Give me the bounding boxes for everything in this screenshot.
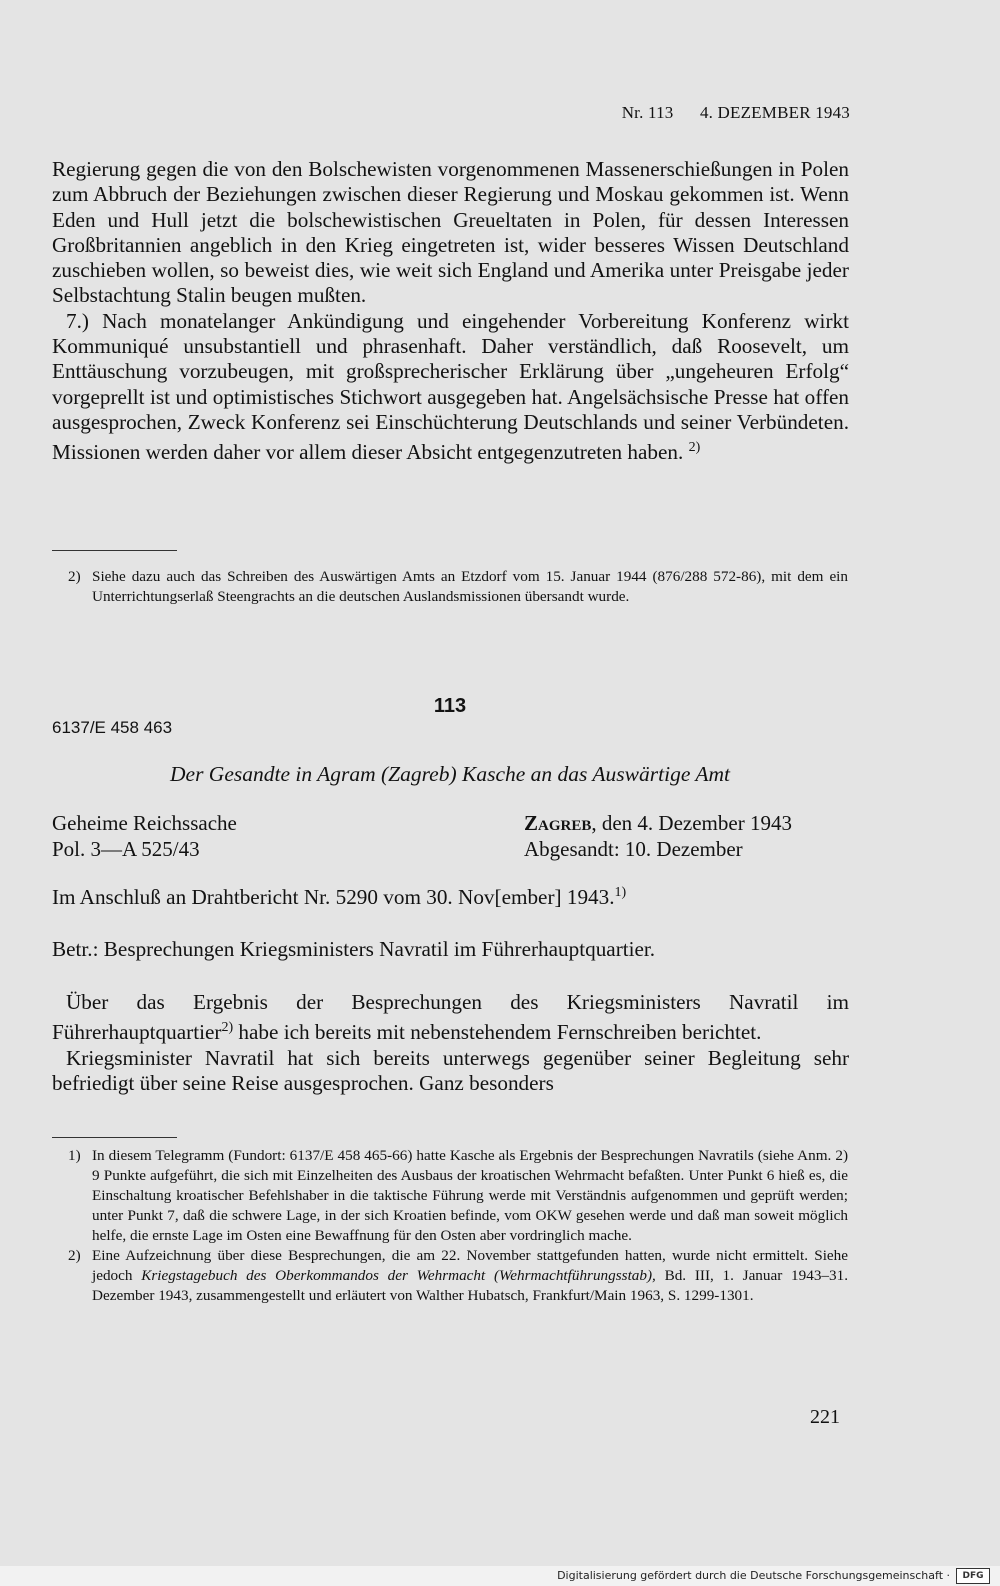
dfg-logo <box>956 1568 990 1584</box>
paragraph-1-text-a: Über das Ergebnis der Besprechungen des Kriegsministers Navratil im Führerhauptquartier <box>52 990 849 1045</box>
footnote-block-top <box>68 567 848 607</box>
file-reference: 6137/E 458 463 <box>52 718 173 737</box>
credit-text: Digitalisierung gefördert durch die Deutsche Forschungsgemeinschaft · <box>557 1569 950 1582</box>
header-doc-number: Nr. 113 <box>621 103 674 122</box>
footnote-rule <box>52 550 177 551</box>
paragraph-7-text: 7.) Nach monatelanger Ankündigung und eingehender Vorbereitung Konferenz wirkt Kommuniqué unsubstantiell und phrasenhaft. Daher verständlich, daß Roosevelt, um Enttäuschung vorzubeugen, mit großsprecherischer Erklärung über „ungeheuren Erfolg“ vorgeprellt ist und optimistisches Stichwort ausgegeben hat. Angelsächsische Presse hat offen ausgesprochen, Zweck Konferenz sei Einschüchterung Deutschlands und seiner Verbündeten. Missionen werden daher vor allem dieser Absicht entgegenzutreten haben. <box>52 308 849 465</box>
footnote-mark: 1) <box>68 1147 81 1164</box>
paragraph-continued: Regierung gegen die von den Bolschewisten vorgenommenen Massenerschießungen in Polen zum Abbruch der Beziehungen zwischen dieser Regierung und Moskau gekommen ist. Wenn Eden und Hull jetzt die bolschewistischen Greueltaten in Polen, für dessen Interessen Großbritannien angeblich in den Krieg eingetreten ist, wider besseres Wissen Deutschland zuschieben wollen, so beweist dies, wie weit sich England und Amerika unter Preisgabe jeder Selbstachtung Stalin beugen mußten. <box>52 157 849 308</box>
footnote-block-bottom <box>68 1146 848 1306</box>
footnote-mark: 2) <box>68 1247 81 1264</box>
footnote-item <box>68 567 848 607</box>
footnote-italic-title: Kriegstagebuch des Oberkommandos der Wehrmacht (Wehrmachtführungsstab), <box>141 1267 656 1284</box>
paragraph-1 <box>52 990 849 1046</box>
document-body <box>52 990 849 1096</box>
footnote-text <box>92 1246 848 1306</box>
footnote-text-b: Bd. III, 1. Januar 1943–31. Dezember 1943, zusammengestellt und erläutert von Walther Hubatsch, Frankfurt/Main 1963, S. 1299-1301. <box>92 1267 848 1304</box>
footnote-item <box>68 1146 848 1246</box>
footnote-text: In diesem Telegramm (Fundort: 6137/E 458 465-66) hatte Kasche als Ergebnis der Besprechungen Navratils (siehe Anm. 2) 9 Punkte aufgeführt, die sich mit Einzelheiten des Ausbaus der kroatischen Wehrmacht befaßten. Unter Punkt 6 hieß es, die Einschaltung kroatischer Befehlshaber in die taktische Führung werde mit Verständnis aufgenommen und geprüft werden; unter Punkt 7, daß die schwere Lage, in der sich Kroatien befinde, vom OKW gesehen werde und daß man soweit möglich helfe, die ernste Lage im Osten eine Bewaffnung für den Osten aber vordringlich mache. <box>92 1147 848 1244</box>
document-title: Der Gesandte in Agram (Zagreb) Kasche an das Auswärtige Amt <box>170 762 730 786</box>
date: , den 4. Dezember 1943 <box>591 811 792 835</box>
footnote-item <box>68 1246 848 1306</box>
continued-text <box>52 157 849 466</box>
place: Zagreb <box>524 811 592 835</box>
paragraph-1-text-b: habe ich bereits mit nebenstehendem Fernschreiben berichtet. <box>233 1020 762 1045</box>
paragraph-2: Kriegsminister Navratil hat sich bereits unterwegs gegenüber seiner Begleitung sehr befriedigt über seine Reise ausgesprochen. Ganz besonders <box>52 1045 849 1095</box>
running-header <box>600 103 850 123</box>
place-date-line <box>524 810 792 836</box>
footnote-text-a: Eine Aufzeichnung über diese Besprechungen, die am 22. November stattgefunden hatten, wurde nicht ermittelt. Siehe jedoch <box>92 1247 848 1284</box>
page-number: 221 <box>810 1406 840 1428</box>
connection-line <box>52 885 849 910</box>
footnote-rule <box>52 1137 177 1138</box>
subject-line: Betr.: Besprechungen Kriegsministers Navratil im Führerhauptquartier. <box>52 937 656 961</box>
document-number: 113 <box>433 695 467 717</box>
sent-date: Abgesandt: 10. Dezember <box>524 837 743 861</box>
reference-number: Pol. 3—A 525/43 <box>52 837 200 861</box>
footnote-ref: 1) <box>614 885 627 900</box>
document-classification-block <box>52 810 237 862</box>
connection-text: Im Anschluß an Drahtbericht Nr. 5290 vom 30. Nov[ember] 1943. <box>52 885 615 910</box>
footnote-ref: 2) <box>221 1020 234 1036</box>
footnote-text: Siehe dazu auch das Schreiben des Auswärtigen Amts an Etzdorf vom 15. Januar 1944 (876/288 572-86), mit dem ein Unterrichtungserlaß Steengrachts an die deutschen Auslandsmissionen übersandt wurde. <box>92 568 848 605</box>
header-date: 4. DEZEMBER 1943 <box>699 103 850 122</box>
credit-bar <box>0 1566 1000 1586</box>
footnote-mark: 2) <box>68 568 81 585</box>
footnote-ref: 2) <box>688 440 701 456</box>
dfg-logo-text: DFG <box>962 1571 984 1581</box>
paragraph-7 <box>52 309 849 466</box>
document-date-block <box>524 810 792 862</box>
classification: Geheime Reichssache <box>52 811 237 835</box>
